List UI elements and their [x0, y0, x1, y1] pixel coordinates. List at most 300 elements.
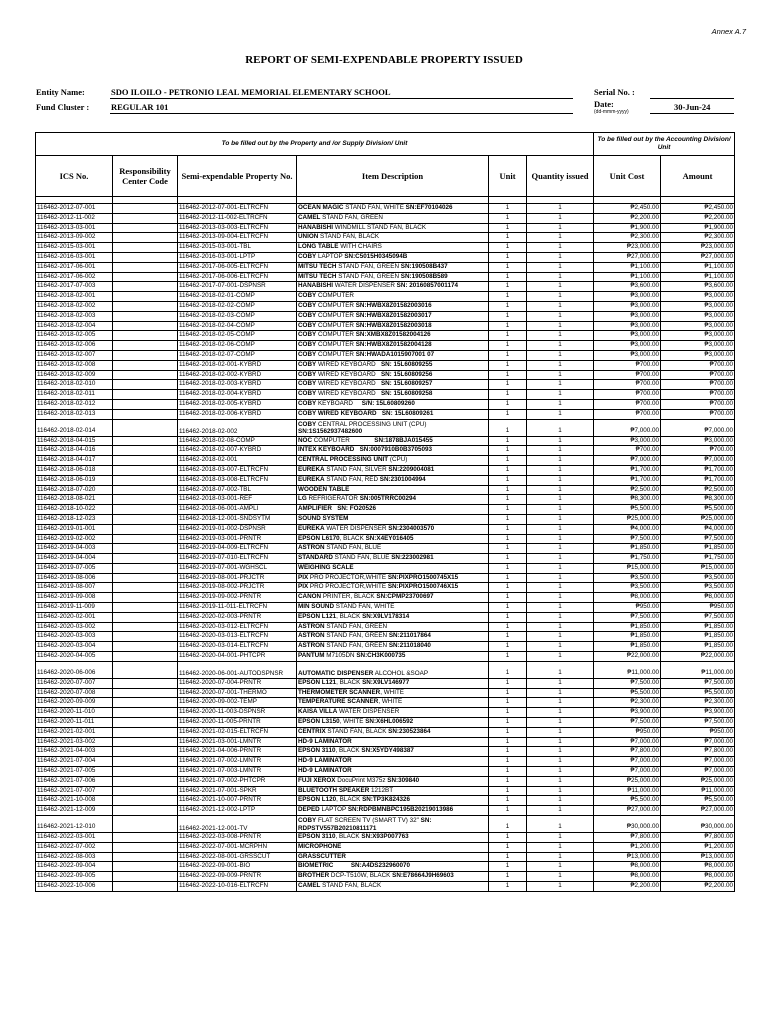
cell-item-description — [297, 390, 489, 400]
cell-unit: 1 — [489, 252, 527, 262]
cell-responsibility-center — [113, 747, 178, 757]
cell-responsibility-center — [113, 708, 178, 718]
cell-amount: ₱2,200.00 — [661, 213, 735, 223]
cell-amount: ₱3,500.00 — [661, 573, 735, 583]
item-brand: DEPED — [298, 806, 320, 814]
cell-unit-cost: ₱3,000.00 — [594, 311, 661, 321]
table-row — [36, 409, 735, 419]
cell-property-no: 116462-2022-09-009-PRNTR — [178, 872, 297, 882]
cell-property-no: 116462-2018-07-002-TBL — [178, 485, 297, 495]
cell-unit-cost: ₱25,000.00 — [594, 514, 661, 524]
cell-amount: ₱700.00 — [661, 390, 735, 400]
item-detail: WITH CHAIRS — [338, 243, 382, 251]
cell-quantity: 1 — [527, 524, 594, 534]
entity-underline — [110, 98, 573, 99]
cell-ics-no: 116462-2019-01-001 — [36, 524, 113, 534]
cell-property-no: 116462-2021-04-006-PRNTR — [178, 747, 297, 757]
cell-property-no: 116462-2018-02-001-KYBRD — [178, 360, 297, 370]
cell-amount: ₱7,500.00 — [661, 612, 735, 622]
table-row — [36, 465, 735, 475]
cell-ics-no: 116462-2018-02-008 — [36, 360, 113, 370]
table-row — [36, 852, 735, 862]
table-row — [36, 622, 735, 632]
cell-responsibility-center — [113, 272, 178, 282]
cell-ics-no: 116462-2021-12-010 — [36, 816, 113, 833]
item-serial: SN: RDPSTV557B20210811171 — [298, 817, 432, 832]
cell-property-no: 116462-2019-08-001-PRJCTR — [178, 573, 297, 583]
cell-unit: 1 — [489, 727, 527, 737]
cell-amount: ₱7,000.00 — [661, 757, 735, 767]
item-detail: , BLACK — [336, 678, 363, 686]
cell-unit: 1 — [489, 213, 527, 223]
cell-ics-no: 116462-2020-04-005 — [36, 652, 113, 662]
cell-item-description — [297, 563, 489, 573]
cell-item-description — [297, 786, 489, 796]
cell-item-description — [297, 708, 489, 718]
cell-responsibility-center — [113, 593, 178, 603]
cell-quantity: 1 — [527, 563, 594, 573]
item-brand: EPSON L3150 — [298, 718, 340, 726]
cell-unit: 1 — [489, 563, 527, 573]
item-serial: SN:A4DS232960070 — [350, 862, 411, 870]
item-brand: CENTRAL PROCESSING UNIT — [298, 456, 389, 464]
cell-unit-cost: ₱8,000.00 — [594, 872, 661, 882]
caption-accounting-division: To be filled out by the Accounting Division/ Unit — [594, 133, 735, 156]
item-detail: FLAT SCREEN TV (SMART TV) 32" — [316, 817, 421, 825]
cell-amount: ₱7,800.00 — [661, 833, 735, 843]
cell-item-description — [297, 465, 489, 475]
cell-quantity: 1 — [527, 360, 594, 370]
cell-unit: 1 — [489, 475, 527, 485]
item-detail: , BLACK — [335, 747, 362, 755]
cell-item-description — [297, 678, 489, 688]
cell-property-no: 116462-2022-10-016-ELTRCFN — [178, 882, 297, 892]
item-brand: COBY — [298, 380, 317, 388]
entity-name-label: Entity Name: — [36, 87, 85, 97]
cell-item-description — [297, 514, 489, 524]
cell-quantity: 1 — [527, 842, 594, 852]
cell-unit-cost: ₱3,000.00 — [594, 341, 661, 351]
cell-ics-no: 116462-2021-02-001 — [36, 727, 113, 737]
cell-unit-cost: ₱23,000.00 — [594, 243, 661, 253]
cell-unit: 1 — [489, 524, 527, 534]
item-serial: SN:211017864 — [388, 632, 431, 640]
cell-ics-no: 116462-2018-02-014 — [36, 419, 113, 436]
item-serial: SN:X6HL006592 — [365, 718, 414, 726]
cell-property-no: 116462-2018-02-07-COMP — [178, 350, 297, 360]
cell-unit-cost: ₱7,800.00 — [594, 747, 661, 757]
cell-unit: 1 — [489, 718, 527, 728]
cell-unit-cost: ₱22,000.00 — [594, 652, 661, 662]
item-brand: BIOMETRIC — [298, 862, 334, 870]
item-brand: COBY — [298, 370, 317, 378]
cell-responsibility-center — [113, 622, 178, 632]
table-row — [36, 796, 735, 806]
table-row — [36, 495, 735, 505]
table-row — [36, 632, 735, 642]
cell-unit: 1 — [489, 380, 527, 390]
cell-unit-cost: ₱13,000.00 — [594, 852, 661, 862]
item-detail: WATER DISPENSER — [337, 708, 400, 716]
col-ics-no: ICS No. — [36, 156, 113, 197]
cell-quantity: 1 — [527, 862, 594, 872]
cell-quantity: 1 — [527, 622, 594, 632]
cell-item-description — [297, 612, 489, 622]
cell-property-no: 116462-2020-11-003-DSPNSR — [178, 708, 297, 718]
cell-quantity: 1 — [527, 350, 594, 360]
cell-unit: 1 — [489, 612, 527, 622]
cell-responsibility-center — [113, 652, 178, 662]
cell-property-no: 116462-2021-02-015-ELTRCFN — [178, 727, 297, 737]
item-brand: ASTRON — [298, 642, 325, 650]
cell-quantity: 1 — [527, 292, 594, 302]
cell-responsibility-center — [113, 505, 178, 515]
cell-ics-no: 116462-2018-02-003 — [36, 311, 113, 321]
cell-ics-no: 116462-2021-07-006 — [36, 776, 113, 786]
cell-quantity: 1 — [527, 612, 594, 622]
item-brand: THERMOMETER SCANNER — [298, 688, 381, 696]
cell-responsibility-center — [113, 301, 178, 311]
cell-responsibility-center — [113, 632, 178, 642]
cell-ics-no: 116462-2021-07-007 — [36, 786, 113, 796]
item-detail: STAND FAN, GREEN — [324, 642, 389, 650]
cell-unit-cost: ₱15,000.00 — [594, 563, 661, 573]
cell-unit: 1 — [489, 554, 527, 564]
cell-item-description — [297, 380, 489, 390]
cell-item-description — [297, 737, 489, 747]
cell-amount: ₱3,000.00 — [661, 341, 735, 351]
cell-item-description — [297, 632, 489, 642]
cell-property-no: 116462-2018-02-01-COMP — [178, 292, 297, 302]
cell-unit-cost: ₱3,000.00 — [594, 331, 661, 341]
cell-unit: 1 — [489, 495, 527, 505]
annex-label: Annex A.7 — [711, 27, 746, 36]
cell-unit: 1 — [489, 223, 527, 233]
cell-unit-cost: ₱3,000.00 — [594, 436, 661, 446]
cell-item-description — [297, 475, 489, 485]
cell-responsibility-center — [113, 573, 178, 583]
cell-ics-no: 116462-2018-02-013 — [36, 409, 113, 419]
cell-item-description — [297, 833, 489, 843]
cell-item-description — [297, 360, 489, 370]
cell-responsibility-center — [113, 661, 178, 678]
cell-amount: ₱2,450.00 — [661, 204, 735, 214]
cell-item-description — [297, 223, 489, 233]
item-detail: COMPUTER — [316, 341, 356, 349]
table-row — [36, 554, 735, 564]
table-row — [36, 485, 735, 495]
item-detail: COMPUTER — [316, 350, 356, 358]
cell-item-description — [297, 852, 489, 862]
cell-unit-cost: ₱8,000.00 — [594, 862, 661, 872]
cell-unit-cost: ₱27,000.00 — [594, 252, 661, 262]
col-unit-cost: Unit Cost — [594, 156, 661, 197]
cell-item-description — [297, 233, 489, 243]
cell-item-description — [297, 698, 489, 708]
cell-ics-no: 116462-2022-10-006 — [36, 882, 113, 892]
item-brand: EPSON L121 — [298, 612, 337, 620]
table-row — [36, 380, 735, 390]
cell-responsibility-center — [113, 350, 178, 360]
cell-item-description — [297, 747, 489, 757]
cell-amount: ₱3,000.00 — [661, 331, 735, 341]
cell-responsibility-center — [113, 852, 178, 862]
cell-unit-cost: ₱2,450.00 — [594, 204, 661, 214]
item-brand: OCEAN MAGIC — [298, 204, 344, 211]
item-brand: ASTRON — [298, 632, 325, 640]
cell-responsibility-center — [113, 514, 178, 524]
cell-property-no: 116462-2020-07-001-THERMO — [178, 688, 297, 698]
cell-ics-no: 116462-2019-02-002 — [36, 534, 113, 544]
cell-unit-cost: ₱1,850.00 — [594, 632, 661, 642]
item-detail: , WHITE — [339, 718, 366, 726]
cell-property-no: 116462-2021-12-002-LPTP — [178, 806, 297, 816]
table-row — [36, 419, 735, 436]
table-row — [36, 678, 735, 688]
cell-unit-cost: ₱2,200.00 — [594, 213, 661, 223]
cell-responsibility-center — [113, 419, 178, 436]
item-brand: INTEX KEYBOARD — [298, 446, 355, 454]
cell-item-description — [297, 282, 489, 292]
cell-unit-cost: ₱7,000.00 — [594, 419, 661, 436]
item-brand: COBY — [298, 817, 317, 825]
cell-quantity: 1 — [527, 727, 594, 737]
item-detail: STAND FAN, BLUE — [332, 554, 392, 562]
cell-item-description — [297, 243, 489, 253]
table-row — [36, 642, 735, 652]
cell-unit: 1 — [489, 534, 527, 544]
table-row — [36, 456, 735, 466]
cell-unit: 1 — [489, 446, 527, 456]
cell-responsibility-center — [113, 223, 178, 233]
cell-quantity: 1 — [527, 554, 594, 564]
cell-quantity: 1 — [527, 311, 594, 321]
cell-item-description — [297, 419, 489, 436]
cell-amount: ₱30,000.00 — [661, 816, 735, 833]
item-serial: SN:E78664J9H69603 — [392, 872, 454, 880]
table-row — [36, 767, 735, 777]
cell-unit: 1 — [489, 233, 527, 243]
item-serial: SN:TP3K824326 — [362, 796, 411, 804]
cell-unit-cost: ₱1,900.00 — [594, 223, 661, 233]
table-row — [36, 583, 735, 593]
cell-quantity: 1 — [527, 652, 594, 662]
item-serial: SN: 20160857001174 — [396, 282, 458, 290]
table-body — [36, 204, 735, 892]
cell-item-description — [297, 622, 489, 632]
cell-item-description — [297, 882, 489, 892]
item-detail: STAND FAN, GREEN — [336, 262, 401, 270]
table-row — [36, 612, 735, 622]
property-table — [35, 132, 735, 892]
cell-unit: 1 — [489, 583, 527, 593]
cell-responsibility-center — [113, 380, 178, 390]
cell-ics-no: 116462-2018-02-009 — [36, 370, 113, 380]
cell-ics-no: 116462-2018-02-011 — [36, 390, 113, 400]
item-brand: KAISA VILLA — [298, 708, 338, 716]
item-brand: COBY — [298, 341, 317, 349]
item-serial: SN:CH3K000735 — [356, 652, 406, 660]
cell-responsibility-center — [113, 698, 178, 708]
cell-ics-no: 116462-2021-03-002 — [36, 737, 113, 747]
cell-quantity: 1 — [527, 419, 594, 436]
cell-responsibility-center — [113, 252, 178, 262]
cell-unit: 1 — [489, 652, 527, 662]
cell-ics-no: 116462-2018-02-001 — [36, 292, 113, 302]
table-row — [36, 321, 735, 331]
table-row — [36, 718, 735, 728]
cell-amount: ₱2,200.00 — [661, 882, 735, 892]
item-brand: FUJI XEROX — [298, 776, 336, 784]
item-detail: WIRED KEYBOARD — [316, 380, 381, 388]
cell-property-no: 116462-2020-03-014-ELTRCFN — [178, 642, 297, 652]
cell-item-description — [297, 544, 489, 554]
date-label: Date: — [594, 99, 614, 109]
item-detail: CENTRAL PROCESSING UNIT (CPU) — [316, 420, 429, 428]
item-detail: STAND FAN, GREEN — [324, 622, 388, 630]
cell-responsibility-center — [113, 842, 178, 852]
cell-responsibility-center — [113, 534, 178, 544]
table-row — [36, 786, 735, 796]
cell-unit-cost: ₱11,000.00 — [594, 661, 661, 678]
item-detail: REFRIGERATOR — [306, 495, 360, 503]
table-row — [36, 698, 735, 708]
cell-item-description — [297, 370, 489, 380]
cell-quantity: 1 — [527, 767, 594, 777]
cell-property-no: 116462-2012-11-002-ELTRCFN — [178, 213, 297, 223]
cell-unit-cost: ₱700.00 — [594, 360, 661, 370]
cell-quantity: 1 — [527, 816, 594, 833]
cell-amount: ₱7,000.00 — [661, 456, 735, 466]
cell-quantity: 1 — [527, 272, 594, 282]
cell-responsibility-center — [113, 767, 178, 777]
item-brand: MIN SOUND — [298, 603, 335, 611]
item-brand: ASTRON — [298, 544, 325, 552]
item-detail: DocuPrint M375z — [335, 776, 388, 784]
cell-amount: ₱22,000.00 — [661, 652, 735, 662]
cell-unit-cost: ₱1,100.00 — [594, 272, 661, 282]
table-row — [36, 872, 735, 882]
cell-ics-no: 116462-2017-06-002 — [36, 272, 113, 282]
cell-property-no: 116462-2020-11-005-PRNTR — [178, 718, 297, 728]
cell-property-no: 116462-2018-02-006-KYBRD — [178, 409, 297, 419]
cell-unit: 1 — [489, 622, 527, 632]
cell-ics-no: 116462-2020-03-003 — [36, 632, 113, 642]
cell-unit: 1 — [489, 872, 527, 882]
cell-ics-no: 116462-2020-03-004 — [36, 642, 113, 652]
cell-responsibility-center — [113, 292, 178, 302]
cell-quantity: 1 — [527, 409, 594, 419]
cell-unit: 1 — [489, 341, 527, 351]
cell-unit-cost: ₱3,500.00 — [594, 573, 661, 583]
item-detail: COMPUTER — [316, 321, 356, 329]
cell-item-description — [297, 485, 489, 495]
item-brand: LG — [298, 495, 307, 503]
item-detail: , BLACK — [336, 796, 363, 804]
serial-no-label: Serial No. : — [594, 87, 635, 97]
cell-unit: 1 — [489, 767, 527, 777]
cell-property-no: 116462-2019-08-002-PRJCTR — [178, 583, 297, 593]
cell-unit: 1 — [489, 678, 527, 688]
cell-unit-cost: ₱8,300.00 — [594, 495, 661, 505]
cell-item-description — [297, 796, 489, 806]
item-serial: SN:HWBX8Z01582003017 — [355, 311, 432, 319]
cell-quantity: 1 — [527, 380, 594, 390]
cell-ics-no: 116462-2018-02-007 — [36, 350, 113, 360]
cell-item-description — [297, 652, 489, 662]
col-amount: Amount — [661, 156, 735, 197]
cell-property-no: 116462-2017-07-001-DSPNSR — [178, 282, 297, 292]
cell-item-description — [297, 806, 489, 816]
item-brand: COBY — [298, 390, 317, 398]
item-detail: WATER DISPENSER — [324, 524, 389, 532]
table-row — [36, 223, 735, 233]
cell-unit: 1 — [489, 833, 527, 843]
item-brand: COBY — [298, 321, 317, 329]
cell-unit-cost: ₱950.00 — [594, 727, 661, 737]
cell-responsibility-center — [113, 603, 178, 613]
cell-ics-no: 116462-2012-07-001 — [36, 204, 113, 214]
item-brand: COBY — [298, 350, 317, 358]
item-brand: HANABISHI — [298, 223, 333, 231]
cell-unit-cost: ₱2,200.00 — [594, 882, 661, 892]
cell-responsibility-center — [113, 563, 178, 573]
cell-amount: ₱1,100.00 — [661, 272, 735, 282]
cell-property-no: 116462-2021-03-001-LMNTR — [178, 737, 297, 747]
cell-amount: ₱3,900.00 — [661, 708, 735, 718]
cell-responsibility-center — [113, 495, 178, 505]
item-serial: SN:EF70104026 — [405, 204, 453, 211]
table-row — [36, 370, 735, 380]
cell-quantity: 1 — [527, 341, 594, 351]
cell-unit-cost: ₱2,300.00 — [594, 233, 661, 243]
cell-ics-no: 116462-2019-11-009 — [36, 603, 113, 613]
item-serial: SN:211018040 — [388, 642, 431, 650]
cell-quantity: 1 — [527, 436, 594, 446]
cell-responsibility-center — [113, 554, 178, 564]
cell-property-no: 116462-2018-02-05-COMP — [178, 331, 297, 341]
cell-amount: ₱2,300.00 — [661, 698, 735, 708]
item-serial: SN:309840 — [387, 776, 420, 784]
cell-amount: ₱2,500.00 — [661, 485, 735, 495]
cell-quantity: 1 — [527, 223, 594, 233]
item-detail: WIRED KEYBOARD — [316, 390, 381, 398]
item-brand: COBY WIRED KEYBOARD — [298, 409, 377, 417]
cell-property-no: 116462-2018-02-03-COMP — [178, 311, 297, 321]
item-brand: AUTOMATIC DISPENSER — [298, 670, 374, 678]
table-row — [36, 292, 735, 302]
cell-item-description — [297, 603, 489, 613]
item-serial: SN:230523864 — [388, 727, 431, 735]
report-title: REPORT OF SEMI-EXPENDABLE PROPERTY ISSUED — [245, 54, 523, 66]
cell-responsibility-center — [113, 776, 178, 786]
cell-responsibility-center — [113, 446, 178, 456]
cell-quantity: 1 — [527, 485, 594, 495]
cell-property-no: 116462-2018-02-007-KYBRD — [178, 446, 297, 456]
item-serial: SN: 15L60809255 — [380, 360, 433, 368]
cell-quantity: 1 — [527, 882, 594, 892]
cell-ics-no: 116462-2022-08-003 — [36, 852, 113, 862]
cell-amount: ₱1,900.00 — [661, 223, 735, 233]
col-item-description: Item Description — [297, 156, 489, 197]
table-row — [36, 360, 735, 370]
cell-item-description — [297, 583, 489, 593]
item-serial: SN:HWBX8Z01582003016 — [355, 301, 432, 309]
cell-unit: 1 — [489, 786, 527, 796]
cell-responsibility-center — [113, 862, 178, 872]
item-detail: PRO PROJECTOR,WHITE — [308, 583, 388, 591]
cell-responsibility-center — [113, 882, 178, 892]
